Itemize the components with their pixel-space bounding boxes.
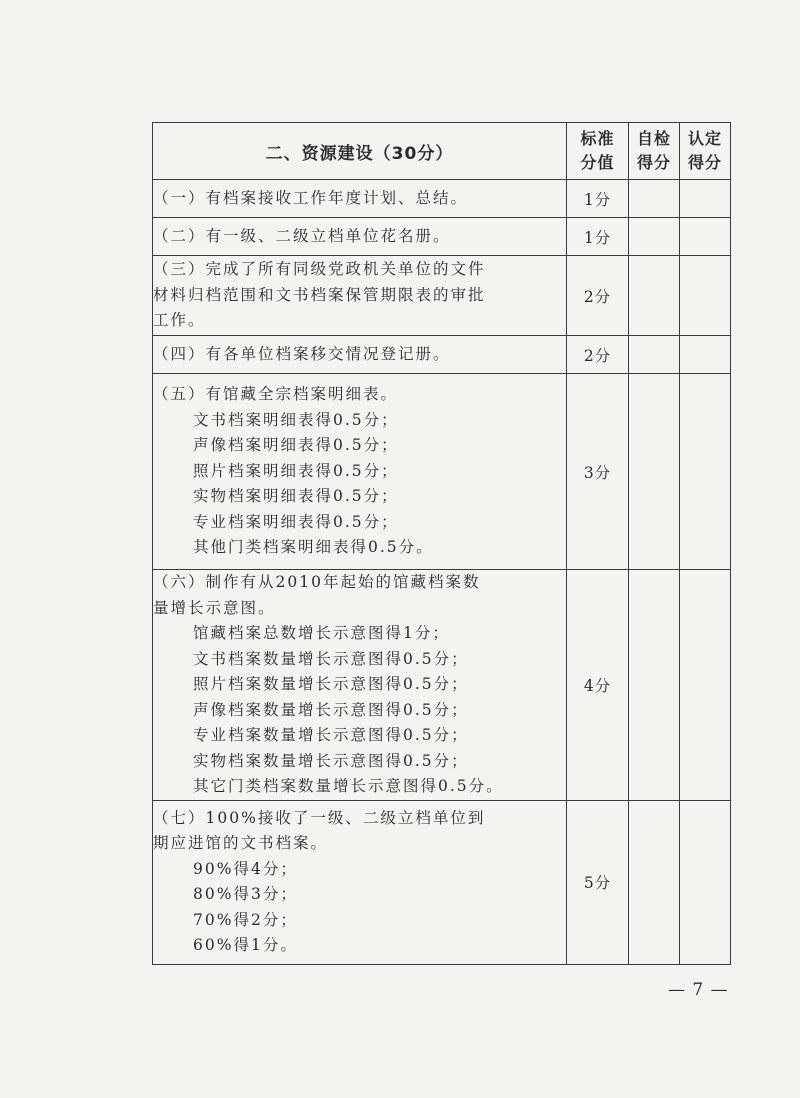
item-detail-line: 70%得2分； — [193, 910, 298, 929]
item-description — [153, 336, 567, 374]
item-description — [153, 180, 567, 218]
item-detail-line: 声像档案明细表得0.5分； — [193, 436, 399, 455]
item-description — [153, 570, 567, 801]
confirmed-score-header-line1: 认定 — [687, 129, 722, 148]
item-detail-line: 文书档案数量增长示意图得0.5分； — [193, 649, 469, 668]
item-text-line: （三）完成了所有同级党政机关单位的文件 — [153, 260, 486, 279]
confirmed-score-cell[interactable] — [680, 180, 731, 218]
item-detail-line: 其他门类档案明细表得0.5分。 — [193, 538, 434, 557]
standard-score-cell: 2分 — [567, 256, 629, 336]
standard-score-header-line1: 标准 — [580, 129, 615, 148]
table-row — [153, 374, 731, 570]
standard-score-cell: 1分 — [567, 218, 629, 256]
section-title: 二、资源建设（30分） — [153, 123, 567, 180]
confirmed-score-cell[interactable] — [680, 800, 731, 964]
standard-score-cell: 1分 — [567, 180, 629, 218]
item-description — [153, 218, 567, 256]
item-detail-line: 90%得4分； — [193, 859, 298, 878]
item-detail-line: 专业档案数量增长示意图得0.5分； — [193, 726, 469, 744]
self-check-score-cell[interactable] — [629, 374, 680, 570]
self-check-score-cell[interactable] — [629, 180, 680, 218]
standard-score-header — [567, 123, 629, 180]
item-text-line: 量增长示意图。 — [153, 598, 276, 617]
self-check-score-cell[interactable] — [629, 218, 680, 256]
item-text-line: （一）有档案接收工作年度计划、总结。 — [153, 188, 469, 207]
item-detail-line: 60%得1分。 — [193, 936, 298, 954]
item-text-line: 期应进馆的文书档案。 — [153, 834, 329, 852]
standard-score-cell: 5分 — [567, 800, 629, 964]
item-text-line: （五）有馆藏全宗档案明细表。 — [153, 385, 399, 404]
table-row — [153, 256, 731, 336]
self-check-header — [629, 123, 680, 180]
confirmed-score-header-line2: 得分 — [687, 153, 722, 172]
item-description — [153, 800, 567, 964]
confirmed-score-cell[interactable] — [680, 256, 731, 336]
item-detail-line: 馆藏档案总数增长示意图得1分； — [193, 624, 450, 642]
table-row — [153, 336, 731, 374]
item-text-line: （二）有一级、二级立档单位花名册。 — [153, 226, 451, 245]
scoring-table — [152, 122, 731, 965]
item-detail-line: 照片档案数量增长示意图得0.5分； — [193, 675, 469, 693]
item-detail-line: 声像档案数量增长示意图得0.5分； — [193, 700, 469, 719]
self-check-score-cell[interactable] — [629, 336, 680, 374]
item-text-line: （六）制作有从2010年起始的馆藏档案数 — [153, 573, 481, 591]
standard-score-cell: 3分 — [567, 374, 629, 570]
self-check-header-line2: 得分 — [636, 153, 671, 172]
self-check-header-line1: 自检 — [636, 129, 671, 148]
standard-score-cell: 2分 — [567, 336, 629, 374]
standard-score-header-line2: 分值 — [580, 153, 615, 172]
item-detail-line: 实物档案明细表得0.5分； — [193, 487, 399, 506]
table-row — [153, 800, 731, 964]
item-detail-line: 文书档案明细表得0.5分； — [193, 410, 399, 429]
confirmed-score-cell[interactable] — [680, 218, 731, 256]
item-text-line: 材料归档范围和文书档案保管期限表的审批 — [153, 285, 486, 304]
item-detail-line: 照片档案明细表得0.5分； — [193, 461, 399, 480]
item-detail-line: 实物档案数量增长示意图得0.5分； — [193, 751, 469, 770]
item-description — [153, 256, 567, 336]
self-check-score-cell[interactable] — [629, 800, 680, 964]
confirmed-score-header — [680, 123, 731, 180]
self-check-score-cell[interactable] — [629, 570, 680, 801]
item-text-line: （四）有各单位档案移交情况登记册。 — [153, 344, 451, 363]
item-text-line: 工作。 — [153, 311, 206, 330]
item-detail-line: 专业档案明细表得0.5分； — [193, 512, 399, 531]
self-check-score-cell[interactable] — [629, 256, 680, 336]
item-detail-line: 80%得3分； — [193, 885, 298, 903]
confirmed-score-cell[interactable] — [680, 570, 731, 801]
page-number: — 7 — — [668, 980, 729, 1000]
table-header-row — [153, 123, 731, 180]
confirmed-score-cell[interactable] — [680, 336, 731, 374]
item-description — [153, 374, 567, 570]
confirmed-score-cell[interactable] — [680, 374, 731, 570]
standard-score-cell: 4分 — [567, 570, 629, 801]
item-detail-line: 其它门类档案数量增长示意图得0.5分。 — [193, 777, 504, 795]
table-row — [153, 218, 731, 256]
table-row — [153, 180, 731, 218]
item-text-line: （七）100%接收了一级、二级立档单位到 — [153, 808, 486, 827]
table-row — [153, 570, 731, 801]
